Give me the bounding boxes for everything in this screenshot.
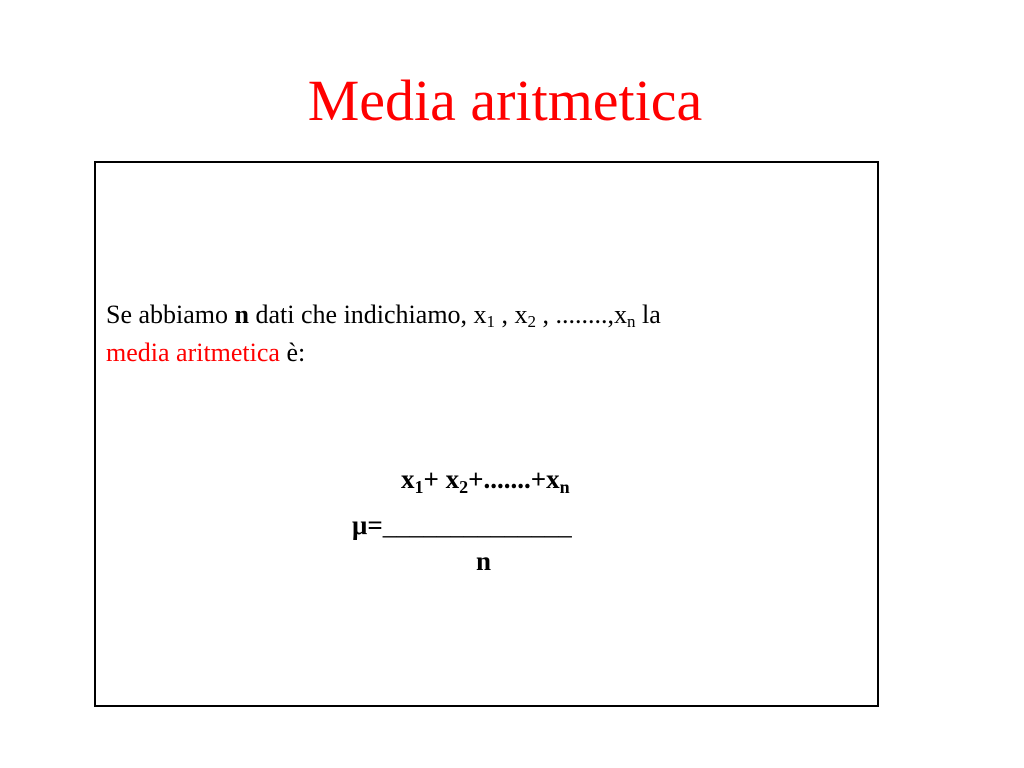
numerator-x1: x — [401, 464, 415, 494]
intro-text-4: , ........,x — [536, 300, 628, 329]
equals-sign: = — [367, 510, 383, 540]
subscript-n: n — [627, 312, 636, 331]
intro-text-5: la — [635, 300, 661, 329]
fraction-line: ______________ — [382, 510, 572, 540]
numerator-plus-x2: + x — [423, 464, 460, 494]
intro-text-3: , x — [495, 300, 528, 329]
numerator-sub-1: 1 — [414, 477, 424, 497]
slide-title: Media aritmetica — [307, 68, 703, 133]
numerator-sub-n: n — [559, 477, 570, 497]
formula-mean-line — [352, 509, 572, 541]
n-variable: n — [234, 300, 249, 329]
mu-symbol: μ — [352, 510, 368, 540]
subscript-1: 1 — [486, 312, 496, 331]
numerator-sub-2: 2 — [459, 477, 469, 497]
intro-text-1: Se abbiamo — [106, 300, 235, 329]
subscript-2: 2 — [527, 312, 537, 331]
intro-text-end: è: — [279, 338, 306, 367]
content-box — [94, 161, 879, 707]
formula-denominator: n — [476, 546, 492, 576]
intro-text-2: dati che indichiamo, x — [249, 300, 487, 329]
definition-text — [106, 296, 871, 372]
highlight-term: media aritmetica — [106, 338, 280, 367]
formula-numerator — [401, 463, 570, 495]
numerator-dots-xn: +.......+x — [468, 464, 560, 494]
